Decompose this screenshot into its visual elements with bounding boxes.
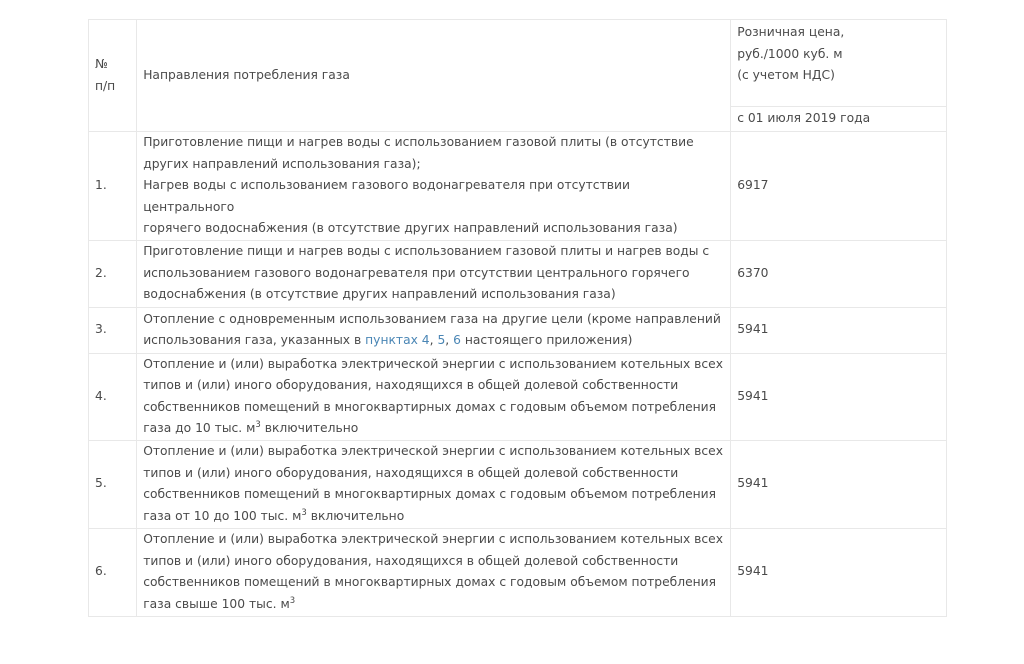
header-price-line2: руб./1000 куб. м xyxy=(737,46,843,61)
table-row xyxy=(89,132,947,241)
row-direction-cell xyxy=(137,132,731,241)
row-price-cell xyxy=(731,528,947,616)
row-text-suffix: настоящего приложения) xyxy=(460,333,633,347)
row-direction-cell xyxy=(137,440,731,528)
row-num-cell xyxy=(89,353,137,440)
row-num: 5. xyxy=(95,476,107,491)
superscript-cubed: 3 xyxy=(301,507,307,518)
row-text-line: типов и (или) иного оборудования, находящихся в общей долевой собственности xyxy=(143,378,679,392)
header-date-label: с 01 июля 2019 года xyxy=(737,111,871,126)
row-price: 5941 xyxy=(737,388,769,403)
row-text-line: Нагрев воды с использованием газового водонагревателя при отсутствии центрального xyxy=(143,178,630,214)
row-price: 6370 xyxy=(737,265,769,280)
row-direction-cell xyxy=(137,528,731,616)
header-price-cell xyxy=(731,20,947,107)
row-num-cell xyxy=(89,132,137,241)
row-text-line: типов и (или) иного оборудования, находящихся в общей долевой собственности xyxy=(143,465,679,480)
row-text-line: Отопление и (или) выработка электрической энергии с использованием котельных всех xyxy=(143,532,724,546)
row-text-prefix: газа свыше 100 тыс. м xyxy=(143,596,290,611)
superscript-cubed: 3 xyxy=(255,420,261,430)
table-row xyxy=(89,440,947,528)
row-num-cell xyxy=(89,240,137,307)
row-text-prefix: газа от 10 до 100 тыс. м xyxy=(143,508,302,523)
row-num: 2. xyxy=(95,265,107,280)
row-num-cell xyxy=(89,440,137,528)
row-text-line-with-links xyxy=(143,330,724,352)
gas-price-table xyxy=(88,19,947,617)
row-text-prefix: использования газа, указанных в xyxy=(143,333,366,347)
row-direction-cell xyxy=(137,307,731,353)
separator: , xyxy=(445,333,454,347)
table-row xyxy=(89,528,947,616)
header-num-symbol: № xyxy=(95,57,108,71)
row-num: 4. xyxy=(95,388,107,403)
row-text-line: Приготовление пищи и нагрев воды с использованием газовой плиты и нагрев воды с xyxy=(143,244,710,259)
row-text-prefix: газа до 10 тыс. м xyxy=(143,421,256,435)
header-date-cell xyxy=(731,107,947,132)
separator: , xyxy=(429,333,438,347)
row-text-suffix: включительно xyxy=(306,508,405,523)
row-price-cell xyxy=(731,353,947,440)
table-row xyxy=(89,307,947,353)
row-text-line: водоснабжения (в отсутствие других направлений использования газа) xyxy=(143,287,616,302)
row-text-line: других направлений использования газа); xyxy=(143,156,421,171)
header-price-line3: (с учетом НДС) xyxy=(737,68,835,82)
row-price: 5941 xyxy=(737,564,769,579)
row-num: 6. xyxy=(95,564,107,579)
row-text-line: Отопление и (или) выработка электрической энергии с использованием котельных всех xyxy=(143,444,724,458)
row-text-line: собственников помещений в многоквартирных домах с годовым объемом потребления xyxy=(143,487,717,501)
row-price: 6917 xyxy=(737,178,769,192)
header-num-abbrev: п/п xyxy=(95,78,116,93)
row-direction-cell xyxy=(137,353,731,440)
row-text-line: Приготовление пищи и нагрев воды с использованием газовой плиты (в отсутствие xyxy=(143,135,694,149)
row-text-suffix: включительно xyxy=(260,421,359,435)
row-text-line xyxy=(143,594,724,616)
row-text-line: горячего водоснабжения (в отсутствие других направлений использования газа) xyxy=(143,221,678,235)
row-text-line: собственников помещений в многоквартирных домах с годовым объемом потребления xyxy=(143,575,717,589)
row-num-cell xyxy=(89,307,137,353)
row-num-cell xyxy=(89,528,137,616)
table-row xyxy=(89,353,947,440)
row-text-line: типов и (или) иного оборудования, находящихся в общей долевой собственности xyxy=(143,553,679,568)
row-price-cell xyxy=(731,440,947,528)
row-price-cell xyxy=(731,307,947,353)
link-item-5[interactable]: 5 xyxy=(437,333,446,347)
header-num-cell xyxy=(89,20,137,132)
row-num: 3. xyxy=(95,322,107,337)
row-num: 1. xyxy=(95,178,107,192)
row-price-cell xyxy=(731,240,947,307)
row-text-line: собственников помещений в многоквартирных домах с годовым объемом потребления xyxy=(143,399,717,414)
link-item-4[interactable]: пунктах 4 xyxy=(365,333,430,347)
row-price-cell xyxy=(731,132,947,241)
row-text-line xyxy=(143,418,724,440)
header-price-line1: Розничная цена, xyxy=(737,25,845,39)
row-text-line xyxy=(143,506,724,528)
row-text-line: Отопление с одновременным использованием газа на другие цели (кроме направлений xyxy=(143,311,721,326)
table-row xyxy=(89,240,947,307)
row-price: 5941 xyxy=(737,322,769,337)
header-direction-cell xyxy=(137,20,731,132)
header-direction-label: Направления потребления газа xyxy=(143,67,350,82)
row-text-line: использованием газового водонагревателя при отсутствии центрального горячего xyxy=(143,265,690,280)
row-direction-cell xyxy=(137,240,731,307)
table-header-row xyxy=(89,20,947,107)
link-item-6[interactable]: 6 xyxy=(453,333,461,347)
row-text-line: Отопление и (или) выработка электрической энергии с использованием котельных всех xyxy=(143,356,724,371)
superscript-cubed: 3 xyxy=(289,595,296,606)
row-price: 5941 xyxy=(737,476,769,491)
